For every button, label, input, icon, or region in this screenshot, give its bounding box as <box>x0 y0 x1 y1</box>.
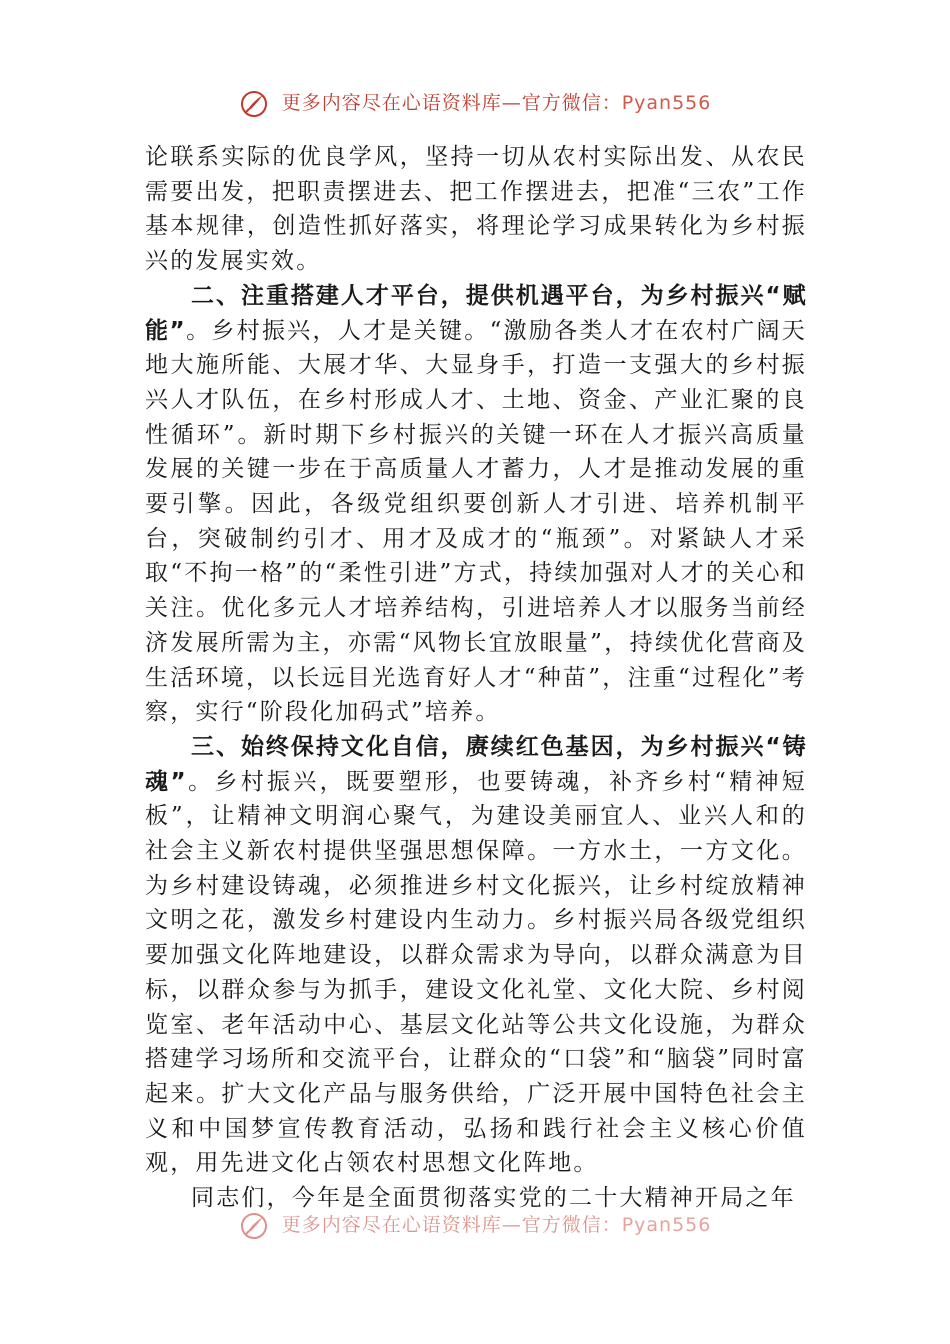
paragraph-body: 同志们，今年是全面贯彻落实党的二十大精神开局之年 <box>191 1185 796 1212</box>
watermark-code: Pyan556 <box>621 1214 712 1236</box>
watermark-text: 更多内容尽在心语资料库—官方微信： <box>281 1214 622 1236</box>
watermark-header <box>0 88 950 119</box>
paragraph-continuation <box>145 140 807 279</box>
document-body <box>145 140 807 1216</box>
section-heading: 二、注重搭建人才平台，提供机遇平台，为乡村振兴“赋能” <box>145 282 807 344</box>
paragraph-cultural-confidence <box>145 730 807 1181</box>
quill-seal-icon <box>239 1211 269 1241</box>
section-heading: 三、始终保持文化自信，赓续红色基因，为乡村振兴“铸魂” <box>145 733 807 795</box>
quill-seal-icon <box>239 89 269 119</box>
paragraph-talent-platform <box>145 279 807 730</box>
paragraph-body: 。乡村振兴，人才是关键。“激励各类人才在农村广阔天地大施所能、大展才华、大显身手，打造一支强大的乡村振兴人才队伍，在乡村形成人才、土地、资金、产业汇聚的良性循环”。新时期下乡村振兴的关键一环在人才振兴高质量发展的关键一步在于高质量人才蓄力，人才是推动发展的重要引擎。因此，各级党组织要创新人才引进、培养机制平台，突破制约引才、用才及成才的“瓶颈”。对紧缺人才采取“不拘一格”的“柔性引进”方式，持续加强对人才的关心和关注。优化多元人才培养结构，引进培养人才以服务当前经济发展所需为主，亦需“风物长宜放眼量”，持续优化营商及生活环境，以长远目光选育好人才“种苗”，注重“过程化”考察，实行“阶段化加码式”培养。 <box>145 317 807 726</box>
paragraph-body: 。乡村振兴，既要塑形，也要铸魂，补齐乡村“精神短板”，让精神文明润心聚气，为建设美丽宜人、业兴人和的社会主义新农村提供坚强思想保障。一方水土，一方文化。为乡村建设铸魂，必须推进乡村文化振兴，让乡村绽放精神文明之花，激发乡村建设内生动力。乡村振兴局各级党组织要加强文化阵地建设，以群众需求为导向，以群众满意为目标，以群众参与为抓手，建设文化礼堂、文化大院、乡村阅览室、老年活动中心、基层文化站等公共文化设施，为群众搭建学习场所和交流平台，让群众的“口袋”和“脑袋”同时富起来。扩大文化产品与服务供给，广泛开展中国特色社会主义和中国梦宣传教育活动，弘扬和践行社会主义核心价值观，用先进文化占领农村思想文化阵地。 <box>145 768 808 1177</box>
watermark-text: 更多内容尽在心语资料库—官方微信： <box>281 92 622 114</box>
paragraph-body: 论联系实际的优良学风，坚持一切从农村实际出发、从农民需要出发，把职责摆进去、把工作摆进去，把准“三农”工作基本规律，创造性抓好落实，将理论学习成果转化为乡村振兴的发展实效。 <box>145 144 807 275</box>
watermark-footer <box>0 1210 950 1241</box>
watermark-code: Pyan556 <box>621 92 712 114</box>
